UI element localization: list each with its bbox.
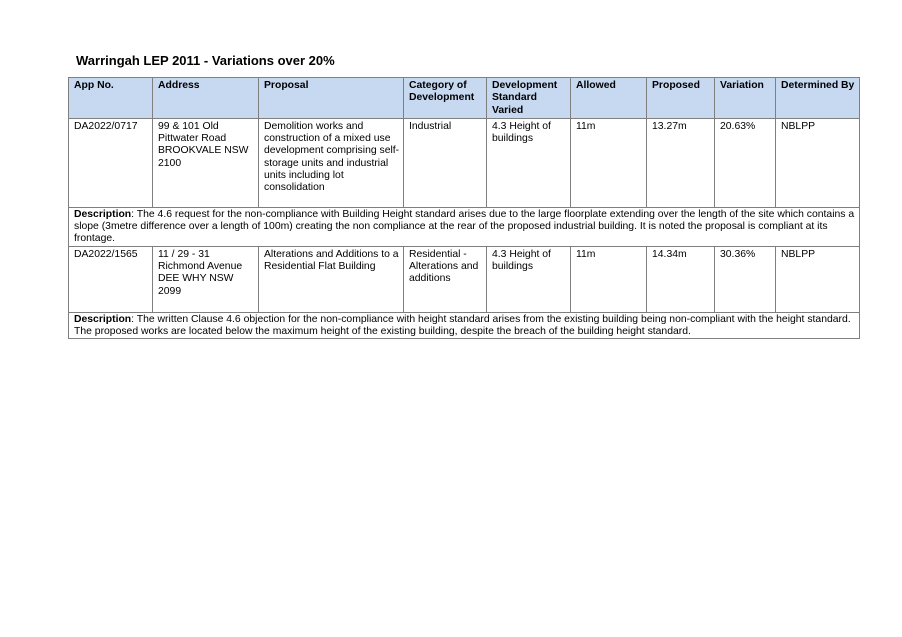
table-row xyxy=(69,118,860,207)
header-address: Address xyxy=(153,78,259,119)
cell-determined: NBLPP xyxy=(776,118,860,207)
description-cell xyxy=(69,207,860,246)
header-proposed: Proposed xyxy=(647,78,715,119)
header-row xyxy=(69,78,860,119)
header-determined: Determined By xyxy=(776,78,860,119)
header-variation: Variation xyxy=(715,78,776,119)
cell-app-no: DA2022/0717 xyxy=(69,118,153,207)
description-row xyxy=(69,312,860,339)
cell-app-no: DA2022/1565 xyxy=(69,246,153,312)
description-text: : The 4.6 request for the non-compliance with Building Height standard arises due to the large floorplate extending over the length of the site which contains a slope (3metre difference over a length of 100m) creating the non compliance at the rear of the proposed industrial building. It is noted the proposal is compliant at its frontage. xyxy=(74,208,855,245)
header-allowed: Allowed xyxy=(571,78,647,119)
cell-allowed: 11m xyxy=(571,246,647,312)
cell-category: Industrial xyxy=(404,118,487,207)
cell-variation: 20.63% xyxy=(715,118,776,207)
cell-standard: 4.3 Height of buildings xyxy=(487,246,571,312)
table-row xyxy=(69,246,860,312)
cell-standard: 4.3 Height of buildings xyxy=(487,118,571,207)
description-text: : The written Clause 4.6 objection for the non-compliance with height standard arises from the existing building being non-compliant with the height standard. The proposed works are located below the maximum height of the existing building, despite the breach of the building height standard. xyxy=(74,313,851,338)
cell-proposal: Alterations and Additions to a Residential Flat Building xyxy=(259,246,404,312)
cell-determined: NBLPP xyxy=(776,246,860,312)
cell-category: Residential - Alterations and additions xyxy=(404,246,487,312)
table-header xyxy=(69,78,860,119)
description-row xyxy=(69,207,860,246)
header-category: Category of Development xyxy=(404,78,487,119)
cell-address: 99 & 101 Old Pittwater Road BROOKVALE NSW 2100 xyxy=(153,118,259,207)
cell-proposal: Demolition works and construction of a mixed use development comprising self-storage units and industrial units including lot consolidation xyxy=(259,118,404,207)
table-body xyxy=(69,118,860,338)
description-cell xyxy=(69,312,860,339)
header-proposal: Proposal xyxy=(259,78,404,119)
description-label: Description xyxy=(74,313,132,325)
header-standard: Development Standard Varied xyxy=(487,78,571,119)
cell-proposed: 13.27m xyxy=(647,118,715,207)
header-app-no: App No. xyxy=(69,78,153,119)
cell-proposed: 14.34m xyxy=(647,246,715,312)
page-title: Warringah LEP 2011 - Variations over 20% xyxy=(76,53,335,68)
description-label: Description xyxy=(74,208,132,220)
cell-address: 11 / 29 - 31 Richmond Avenue DEE WHY NSW 2099 xyxy=(153,246,259,312)
cell-variation: 30.36% xyxy=(715,246,776,312)
variations-table xyxy=(68,77,860,339)
cell-allowed: 11m xyxy=(571,118,647,207)
